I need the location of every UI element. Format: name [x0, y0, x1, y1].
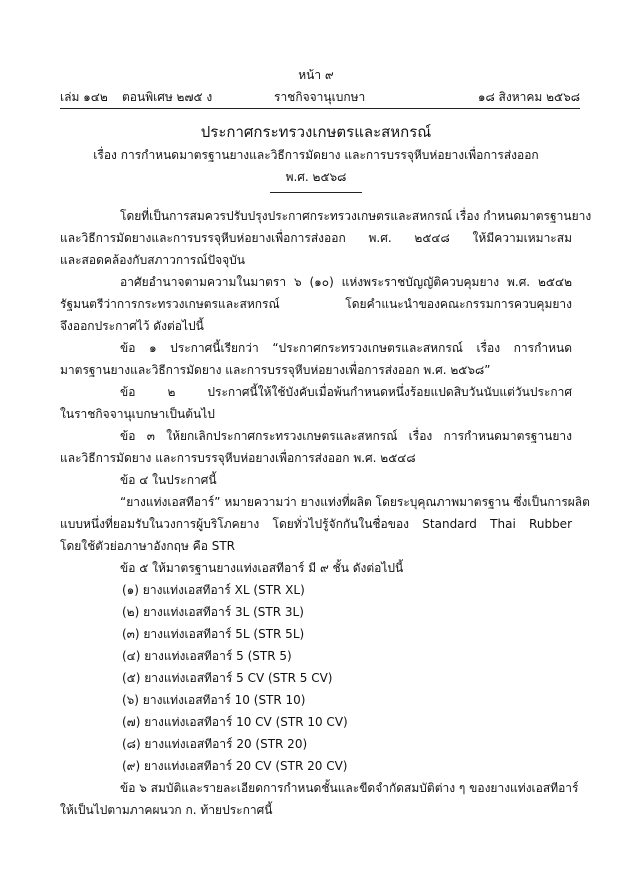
grade-list-item: (๑) ยางแท่งเอสทีอาร์ XL (STR XL) — [122, 583, 305, 597]
preamble-line: และวิธีการมัดยางและการบรรจุหีบห่อยางเพื่อการส่งออก พ.ศ. ๒๕๔๘ ให้มีความเหมาะสม — [60, 231, 572, 245]
clause-3-line: ข้อ ๓ ให้ยกเลิกประกาศกระทรวงเกษตรและสหกรณ์ เรื่อง การกำหนดมาตรฐานยาง — [120, 429, 572, 443]
clause-5-line: ข้อ ๕ ให้มาตรฐานยางแท่งเอสทีอาร์ มี ๙ ชั้น ดังต่อไปนี้ — [120, 561, 404, 575]
clause-2-line: ในราชกิจจานุเบกษาเป็นต้นไป — [60, 407, 215, 421]
preamble-line: โดยที่เป็นการสมควรปรับปรุงประกาศกระทรวงเกษตรและสหกรณ์ เรื่อง กำหนดมาตรฐานยาง — [120, 209, 592, 223]
grade-list-item: (๖) ยางแท่งเอสทีอาร์ 10 (STR 10) — [122, 693, 306, 707]
definition-line: “ยางแท่งเอสทีอาร์” หมายความว่า ยางแท่งที่ผลิต โดยระบุคุณภาพมาตรฐาน ซึ่งเป็นการผลิต — [120, 495, 590, 509]
clause-1-line: ข้อ ๑ ประกาศนี้เรียกว่า “ประกาศกระทรวงเกษตรและสหกรณ์ เรื่อง การกำหนด — [120, 341, 572, 355]
header-divider — [60, 108, 580, 109]
section-label: ตอนพิเศษ ๒๗๕ ง — [122, 90, 213, 104]
grade-list-item: (๓) ยางแท่งเอสทีอาร์ 5L (STR 5L) — [122, 627, 305, 641]
announcement-subject: เรื่อง การกำหนดมาตรฐานยางและวิธีการมัดยาง และการบรรจุหีบห่อยางเพื่อการส่งออก — [93, 148, 539, 162]
clause-2-line: ข้อ ๒ ประกาศนี้ให้ใช้บังคับเมื่อพ้นกำหนดหนึ่งร้อยแปดสิบวันนับแต่วันประกาศ — [120, 385, 572, 399]
grade-list-item: (๕) ยางแท่งเอสทีอาร์ 5 CV (STR 5 CV) — [122, 671, 333, 685]
authority-line: รัฐมนตรีว่าการกระทรวงเกษตรและสหกรณ์ โดยคำแนะนำของคณะกรรมการควบคุมยาง — [60, 297, 572, 311]
announcement-title: ประกาศกระทรวงเกษตรและสหกรณ์ — [200, 123, 432, 141]
grade-list-item: (๙) ยางแท่งเอสทีอาร์ 20 CV (STR 20 CV) — [122, 759, 348, 773]
grade-list-item: (๘) ยางแท่งเอสทีอาร์ 20 (STR 20) — [122, 737, 308, 751]
authority-line: จึงออกประกาศไว้ ดังต่อไปนี้ — [60, 319, 204, 333]
authority-line: อาศัยอำนาจตามความในมาตรา ๖ (๑๐) แห่งพระราชบัญญัติควบคุมยาง พ.ศ. ๒๕๔๒ — [120, 275, 572, 289]
clause-6-line: ข้อ ๖ สมบัติและรายละเอียดการกำหนดชั้นและขีดจำกัดสมบัติต่าง ๆ ของยางแท่งเอสทีอาร์ — [120, 781, 579, 795]
clause-1-line: มาตรฐานยางและวิธีการมัดยาง และการบรรจุหีบห่อยางเพื่อการส่งออก พ.ศ. ๒๕๖๘” — [60, 363, 491, 377]
gazette-header — [60, 88, 580, 106]
clause-4-line: ข้อ ๔ ในประกาศนี้ — [120, 473, 217, 487]
title-divider — [270, 192, 362, 193]
gazette-name: ราชกิจจานุเบกษา — [274, 90, 366, 104]
grade-list-item: (๒) ยางแท่งเอสทีอาร์ 3L (STR 3L) — [122, 605, 304, 619]
grade-list-item: (๔) ยางแท่งเอสทีอาร์ 5 (STR 5) — [122, 649, 292, 663]
definition-line: โดยใช้ตัวย่อภาษาอังกฤษ คือ STR — [60, 539, 235, 553]
grade-list-item: (๗) ยางแท่งเอสทีอาร์ 10 CV (STR 10 CV) — [122, 715, 348, 729]
page-number: หน้า ๙ — [298, 68, 334, 82]
issue-date: ๑๘ สิงหาคม ๒๕๖๘ — [477, 90, 580, 104]
clause-3-line: และวิธีการมัดยาง และการบรรจุหีบห่อยางเพื่อการส่งออก พ.ศ. ๒๕๔๘ — [60, 451, 416, 465]
preamble-line: และสอดคล้องกับสภาวการณ์ปัจจุบัน — [60, 253, 245, 267]
clause-6-line: ให้เป็นไปตามภาคผนวก ก. ท้ายประกาศนี้ — [60, 803, 273, 817]
announcement-year: พ.ศ. ๒๕๖๘ — [285, 170, 347, 184]
definition-line: แบบหนึ่งที่ยอมรับในวงการผู้บริโภคยาง โดยทั่วไปรู้จักกันในชื่อของ Standard Thai Rubber — [60, 517, 572, 531]
volume-label: เล่ม ๑๔๒ — [60, 90, 108, 104]
